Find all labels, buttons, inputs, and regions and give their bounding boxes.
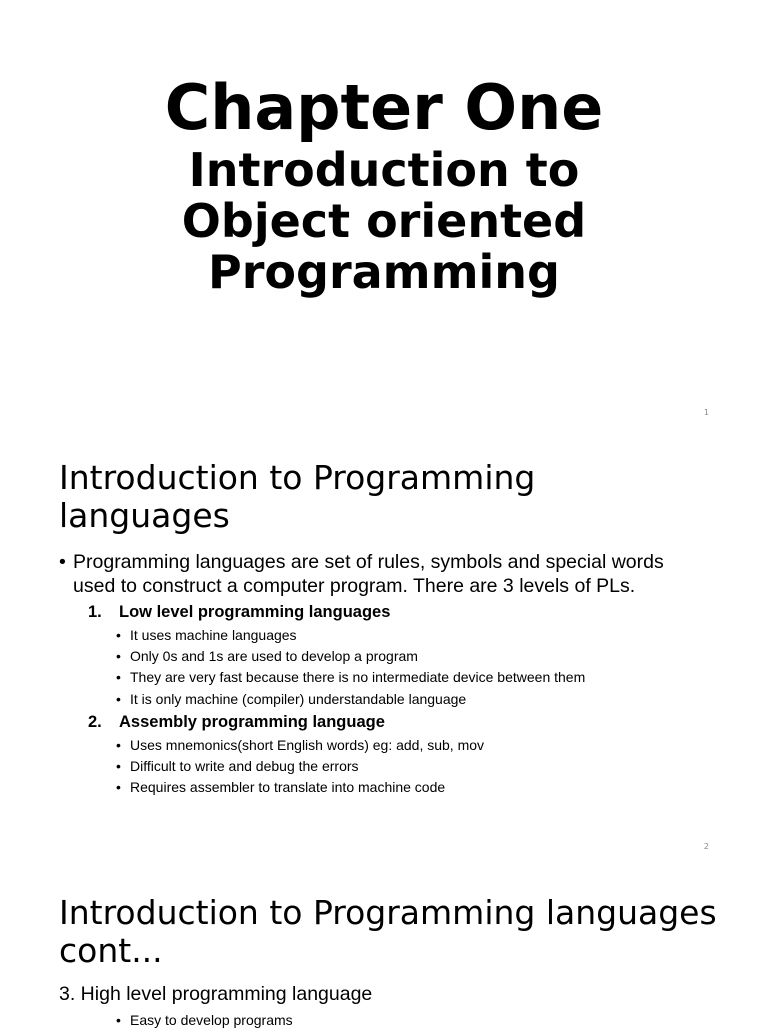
list-item: • It uses machine languages	[116, 625, 585, 646]
bullet-dot-icon: •	[59, 551, 66, 573]
slide-heading	[59, 894, 749, 970]
heading-line: Introduction to Programming	[59, 458, 536, 497]
section-number: 2.	[88, 713, 102, 731]
slide-1	[0, 0, 768, 434]
list-item: • It is only machine (compiler) understandable language	[116, 689, 585, 710]
list-item: • They are very fast because there is no intermediate device between them	[116, 667, 585, 688]
section-title: Low level programming languages	[119, 603, 391, 621]
heading-line: cont...	[59, 931, 163, 970]
chapter-title: Chapter One	[164, 71, 604, 144]
heading-line: languages	[59, 496, 230, 535]
section-title: Assembly programming language	[119, 713, 385, 731]
section-number: 1.	[88, 603, 102, 621]
list-item: • Difficult to write and debug the errors	[116, 756, 484, 777]
section-heading	[88, 603, 390, 622]
section-heading	[88, 713, 385, 732]
subtitle-line: Object oriented	[181, 194, 587, 248]
section-heading: 3. High level programming language	[59, 983, 373, 1005]
heading-line: Introduction to Programming languages	[59, 893, 717, 932]
slide-2	[0, 434, 768, 868]
sub-bullet-list	[116, 735, 484, 799]
list-item: • Only 0s and 1s are used to develop a program	[116, 646, 585, 667]
subtitle-line: Programming	[208, 245, 560, 299]
list-item: • Requires assembler to translate into machine code	[116, 777, 484, 798]
slide-heading	[59, 459, 719, 535]
sub-bullet-list	[116, 1010, 293, 1031]
list-item: • Easy to develop programs	[116, 1010, 293, 1031]
slide-3	[0, 868, 768, 1028]
list-item: • Uses mnemonics(short English words) eg: add, sub, mov	[116, 735, 484, 756]
slide-number: 1	[703, 408, 709, 417]
chapter-subtitle	[0, 145, 768, 298]
bullet-line: used to construct a computer program. There are 3 levels of PLs.	[73, 575, 636, 597]
slide-number: 2	[703, 842, 709, 851]
sub-bullet-list	[116, 625, 585, 710]
bullet-line: Programming languages are set of rules, symbols and special words	[73, 551, 664, 573]
intro-bullet	[59, 550, 723, 598]
subtitle-line: Introduction to	[188, 143, 580, 197]
